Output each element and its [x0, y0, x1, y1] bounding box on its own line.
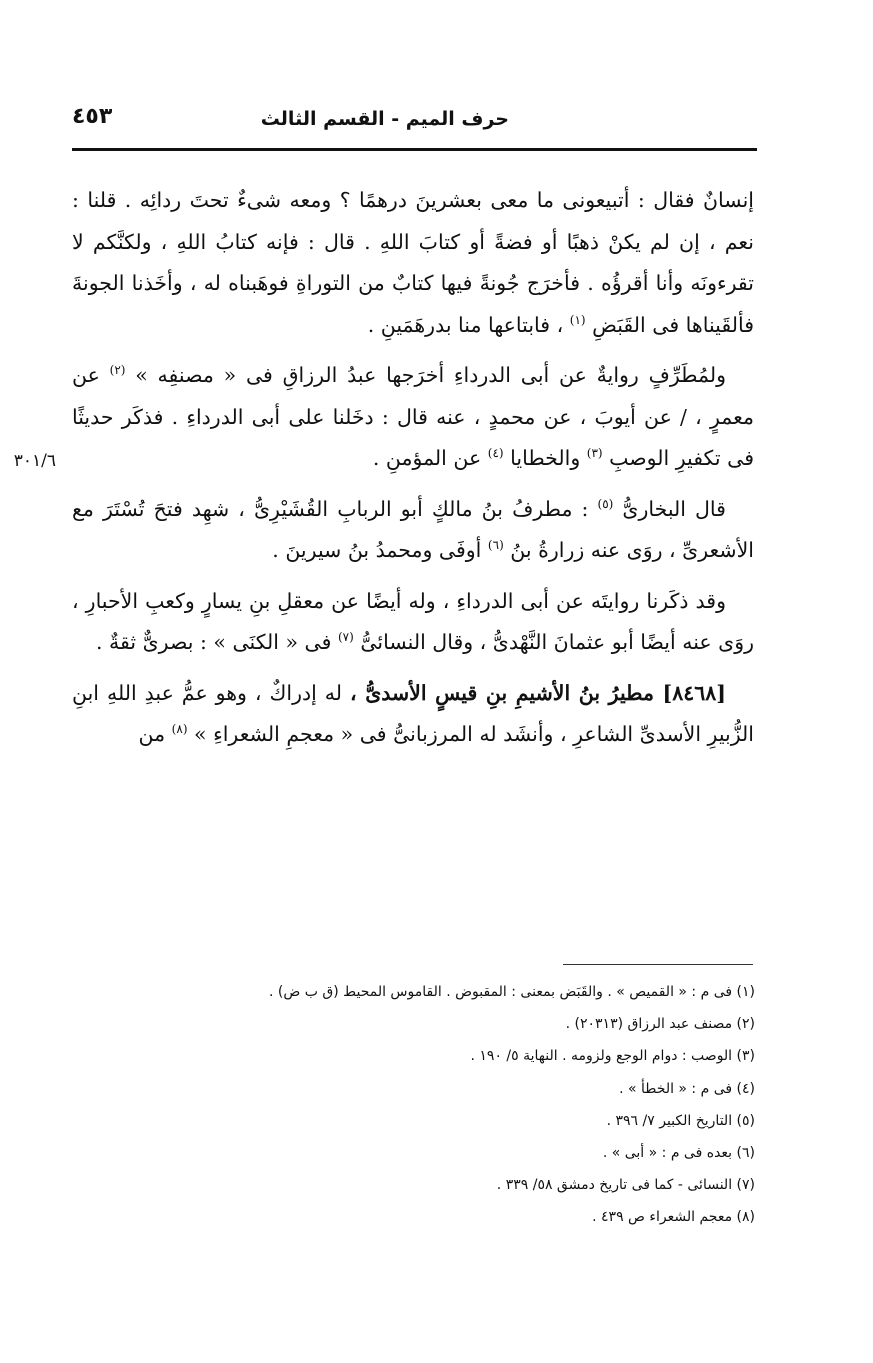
paragraph-text: قال البخارىُّ	[622, 496, 726, 521]
entry-heading: [٨٤٦٨] مطيرُ بنُ الأشيمِ بنِ قيسٍ الأسدىُّ ،	[350, 680, 726, 705]
margin-volume-reference: ٣٠١/٦	[13, 451, 56, 471]
paragraph-text: ولمُطَرِّفٍ روايةٌ عن أبى الدرداءِ أخرَجها عبدُ الرزاقِ فى « مصنفِه »	[135, 363, 726, 387]
footnote-ref-7: (٧)	[337, 630, 354, 645]
paragraph-5	[72, 673, 754, 756]
paragraph-4	[72, 581, 754, 664]
footnote-7: (٧) النسائى - كما فى تاريخ دمشق ٥٨/ ٣٣٩ .	[496, 1177, 755, 1194]
footnote-ref-3: (٣)	[586, 446, 603, 461]
paragraph-text: عن المؤمنِ .	[372, 446, 482, 470]
footnote-ref-4: (٤)	[487, 446, 504, 461]
paragraph-text: فى « الكنَى » : بصرىٌّ ثقةٌ .	[95, 630, 332, 654]
paragraph-text: أوفَى ومحمدُ بنُ سيرينَ .	[272, 538, 482, 562]
paragraph-text: ، فابتاعها منا بدرهَمَينِ .	[367, 312, 564, 337]
footnote-4: (٤) فى م : « الخطأ » .	[619, 1080, 755, 1097]
footnote-3: (٣) الوصب : دوام الوجع ولزومه . النهاية ٥/ ١٩٠ .	[470, 1048, 755, 1065]
paragraph-2	[72, 355, 754, 480]
paragraph-1	[72, 180, 754, 346]
footnote-ref-5: (٥)	[597, 496, 614, 511]
footnote-rule	[563, 964, 753, 965]
running-title: حرف الميم - القسم الثالث	[260, 108, 509, 130]
footnote-1: (١) فى م : « القميص » . والقَبَض بمعنى : المقبوض . القاموس المحيط (ق ب ض) .	[269, 984, 755, 1000]
header-rule	[72, 148, 757, 151]
paragraph-text: : مطرفُ بنُ مالكٍ أبو الربابِ القُشَيْرِىُّ ، شهِد فتحَ تُسْتَرَ مع الأشعرىِّ ، روَى عنه زرارةُ بنُ	[72, 496, 754, 562]
main-text	[72, 180, 754, 756]
paragraph-text: له إدراكٌ ، وهو عمُّ عبدِ اللهِ ابنِ الزُّبيرِ الأسدىِّ الشاعرِ ، وأنشَد له المرزبانىُّ فى « معجمِ الشعراءِ »	[72, 680, 754, 746]
paragraph-text: وقد ذكَرنا روايتَه عن أبى الدرداءِ ، وله أيضًا عن معقلِ بنِ يسارٍ وكعبِ الأحبارِ ، روَى عنه أيضًا أبو عثمانَ النَّهْدىُّ ، وقال النسائىُّ	[72, 588, 754, 654]
footnote-ref-6: (٦)	[487, 538, 504, 553]
footnote-5: (٥) التاريخ الكبير ٧/ ٣٩٦ .	[606, 1112, 755, 1129]
footnotes	[115, 976, 755, 1234]
paragraph-text: إنسانٌ فقال : أتبيعونى ما معى بعشرينَ درهمًا ؟ ومعه شىءٌ تحتَ ردائِه . قلنا : نعم ، إن لم يكنْ ذهبًا أو فضةً أو كتابَ اللهِ . قال : فإنه كتابُ اللهِ ، ولكنَّكم لا تقرءونَه وأنا أقرؤُه . فأخرَج جُونةً فيها كتابٌ من التوراةِ فوهَبناه له ، وأخَذنا الجونةَ فألقَيناها فى القَبَضِ	[72, 188, 754, 337]
page-header	[72, 102, 754, 142]
footnote-ref-2: (٢)	[109, 363, 126, 378]
footnote-6: (٦) بعده فى م : « أبى » .	[602, 1145, 755, 1162]
footnote-2: (٢) مصنف عبد الرزاق (٢٠٣١٣) .	[565, 1016, 755, 1033]
paragraph-text: من	[138, 722, 166, 746]
footnote-ref-1: (١)	[569, 312, 586, 327]
footnote-ref-8: (٨)	[171, 722, 188, 737]
paragraph-text: والخطايا	[510, 446, 581, 470]
paragraph-text: عن معمرٍ ، / عن أيوبَ ، عن محمدٍ ، عنه قال : دخَلنا على أبى الدرداءِ . فذكَر حديثًا فى تكفيرِ الوصبِ	[72, 363, 754, 470]
footnote-8: (٨) معجم الشعراء ص ٤٣٩ .	[592, 1209, 755, 1226]
paragraph-3	[72, 489, 754, 572]
page-number: ٤٥٣	[72, 104, 113, 129]
